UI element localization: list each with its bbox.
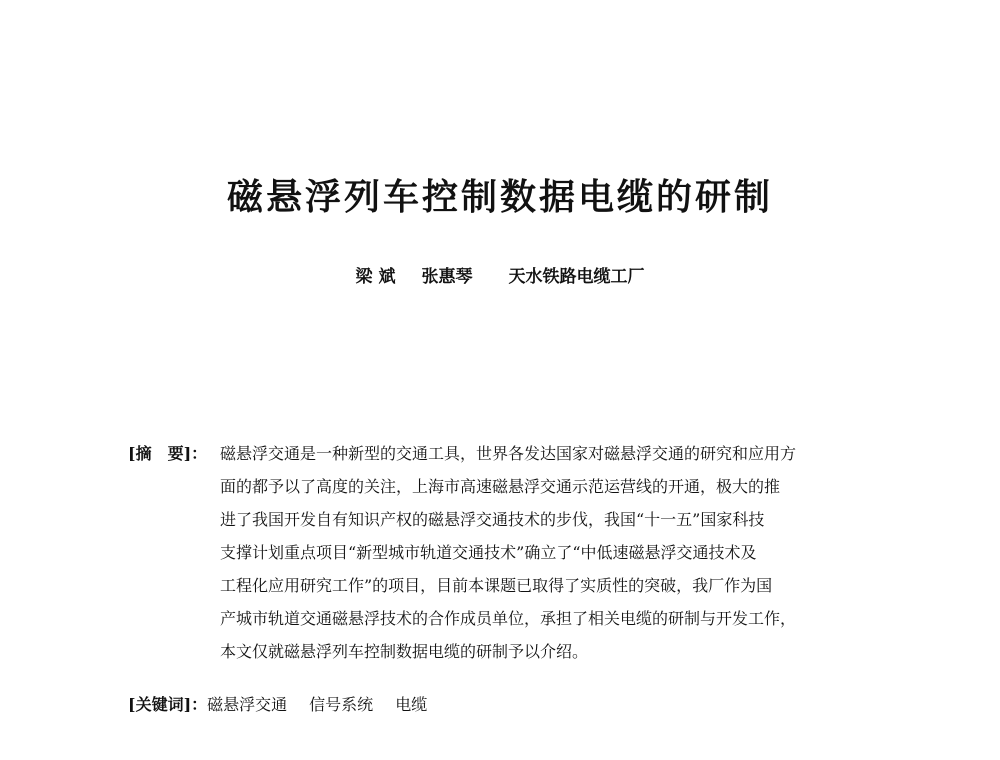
paper-title: 磁悬浮列车控制数据电缆的研制 (226, 176, 773, 218)
abstract-label: [摘 要]： (128, 444, 208, 463)
abstract-body (220, 437, 868, 668)
abstract-line: 支撑计划重点项目“新型城市轨道交通技术”确立了“中低速磁悬浮交通技术及 (220, 543, 757, 562)
author-name: 张惠琴 (421, 267, 473, 287)
abstract-line: 产城市轨道交通磁悬浮技术的合作成员单位，承担了相关电缆的研制与开发工作， (220, 609, 797, 628)
keyword: 磁悬浮交通 (207, 695, 288, 714)
abstract-line: 工程化应用研究工作”的项目，目前本课题已取得了实质性的突破，我厂作为国 (220, 576, 773, 595)
abstract-line: 磁悬浮交通是一种新型的交通工具，世界各发达国家对磁悬浮交通的研究和应用方 (220, 444, 797, 463)
keyword: 电缆 (395, 695, 428, 714)
keywords-section (128, 692, 449, 718)
author-line (0, 264, 1000, 290)
keywords-label: [关键词]： (128, 695, 208, 714)
author-name: 梁 斌 (355, 267, 396, 287)
keyword: 信号系统 (309, 695, 374, 714)
abstract-line: 面的都予以了高度的关注，上海市高速磁悬浮交通示范运营线的开通，极大的推 (220, 477, 781, 496)
abstract-line: 进了我国开发自有知识产权的磁悬浮交通技术的步伐，我国“十一五”国家科技 (220, 510, 765, 529)
author-affiliation: 天水铁路电缆工厂 (508, 267, 645, 287)
abstract-section (128, 437, 868, 668)
abstract-line: 本文仅就磁悬浮列车控制数据电缆的研制予以介绍。 (220, 642, 589, 661)
